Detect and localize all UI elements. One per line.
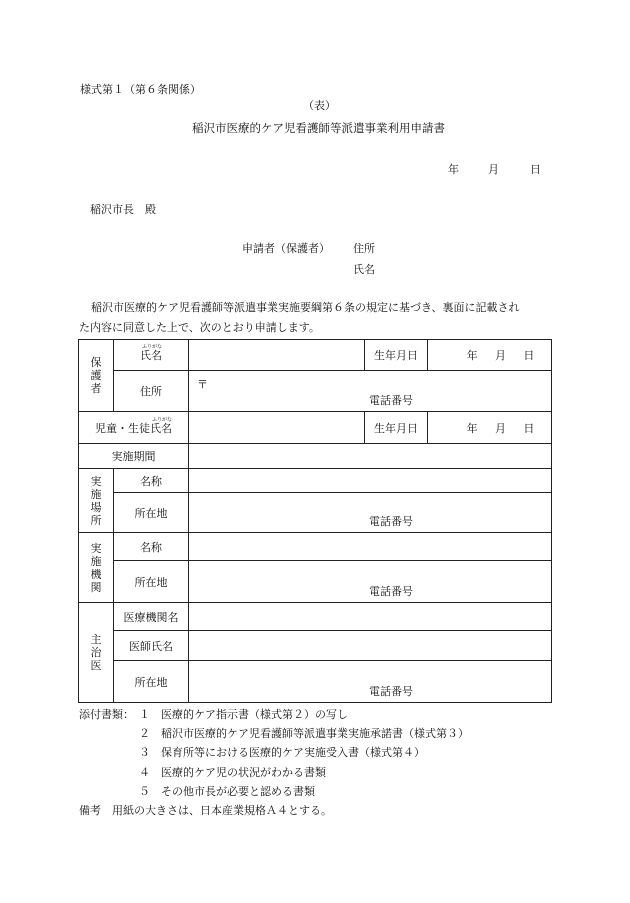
applicant-address-label: 住所 [353,242,375,255]
child-birth-label: 生年月日 [365,412,428,444]
guardian-name-field[interactable] [189,340,365,371]
attachment-item: ３ 保育所等における医療的ケア実施受入書（様式第４） [139,746,425,759]
agency-tel-label: 電話番号 [369,585,413,598]
date-year: 年 [448,163,459,176]
attachment-item: ２ 稲沢市医療的ケア児看護師等派遣事業実施承諾書（様式第３） [139,727,469,740]
doctor-tel-label: 電話番号 [369,685,413,698]
addressee: 稲沢市長 殿 [90,203,156,216]
doctor-label: 主治医 [79,603,114,703]
guardian-name-label: ふりがな 氏名 [114,340,189,371]
agency-name-field[interactable] [189,533,552,561]
remark: 備考 用紙の大きさは、日本産業規格Ａ４とする。 [79,804,332,817]
place-name-label: 名称 [114,469,189,493]
place-address-label: 所在地 [114,493,189,533]
attachments-label: 添付書類： [79,708,134,721]
furigana-label: ふりがな [142,344,163,350]
hospital-field[interactable] [189,603,552,631]
guardian-address-label: 住所 [114,371,189,412]
agency-name-label: 名称 [114,533,189,561]
date-month: 月 [488,163,499,176]
applicant-label: 申請者（保護者） [242,242,330,255]
intro-line-1: 稲沢市医療的ケア児看護師等派遣事業実施要綱第６条の規定に基づき、裏面に記載され [91,301,520,314]
guardian-birth-field[interactable]: 年 月 日 [428,340,552,371]
form-title: 稲沢市医療的ケア児看護師等派遣事業利用申請書 [192,121,445,135]
child-furigana-label: ふりがな [152,417,173,423]
place-label: 実施場所 [79,469,114,533]
postal-mark: 〒 [197,378,208,391]
guardian-birth-label: 生年月日 [365,340,428,371]
date-day: 日 [530,163,541,176]
place-name-field[interactable] [189,469,552,493]
doctor-address-label: 所在地 [114,661,189,703]
application-form-table [78,339,552,703]
attachment-item: ５ その他市長が必要と認める書類 [139,785,315,798]
hospital-label: 医療機関名 [114,603,189,631]
child-name-label: ふりがな 児童・生徒氏名 [79,412,189,444]
applicant-name-label: 氏名 [353,263,375,276]
guardian-address-field[interactable] [189,371,552,412]
intro-line-2: た内容に同意した上で、次のとおり申請します。 [79,321,320,334]
doctor-address-field[interactable] [189,661,552,703]
place-tel-label: 電話番号 [369,515,413,528]
doctor-name-field[interactable] [189,631,552,661]
form-number: 様式第１（第６条関係） [80,83,201,96]
agency-address-label: 所在地 [114,561,189,603]
period-field[interactable] [189,444,552,469]
agency-label: 実施機関 [79,533,114,603]
agency-address-field[interactable] [189,561,552,603]
guardian-tel-label: 電話番号 [369,394,413,407]
child-name-field[interactable] [189,412,365,444]
place-address-field[interactable] [189,493,552,533]
guardian-label: 保護者 [79,340,114,412]
front-side-label: （表） [303,99,336,112]
attachment-item: ４ 医療的ケア児の状況がわかる書類 [139,766,326,779]
period-label: 実施期間 [79,444,189,469]
attachment-item: １ 医療的ケア指示書（様式第２）の写し [139,708,348,721]
child-birth-field[interactable]: 年 月 日 [428,412,552,444]
doctor-name-label: 医師氏名 [114,631,189,661]
